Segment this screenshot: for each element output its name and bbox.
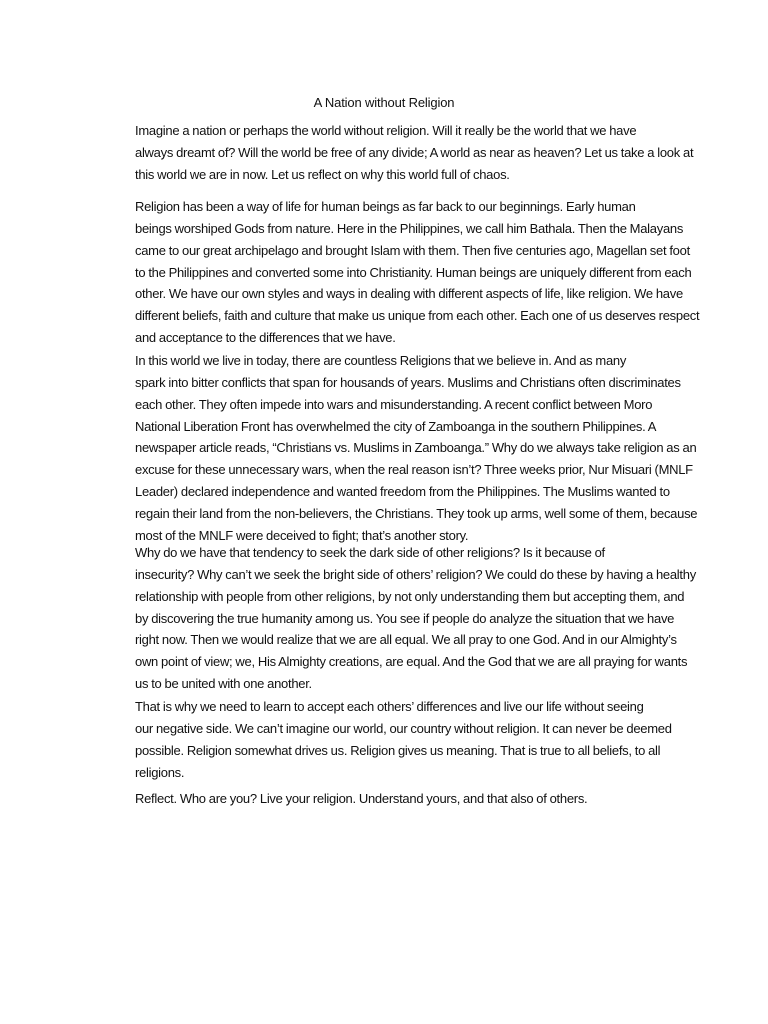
text-line: Why do we have that tendency to seek the dark side of other religions? Is it because of <box>135 545 605 560</box>
text-line: relationship with people from other religions, by not only understanding them but accepting them, and <box>135 588 685 604</box>
paragraph-closing <box>89 788 673 810</box>
text-line: newspaper article reads, “Christians vs. Muslims in Zamboanga.” Why do we always take religion as an <box>135 440 697 456</box>
text-line: possible. Religion somewhat drives us. Religion gives us meaning. That is true to all beliefs, to all <box>135 742 661 758</box>
text-line: us to be united with one another. <box>135 676 312 692</box>
paragraph-tendency <box>89 542 696 695</box>
text-line: each other. They often impede into wars and misunderstanding. A recent conflict between Moro <box>135 396 653 412</box>
text-line: by discovering the true humanity among us. You see if people do analyze the situation that we have <box>135 610 675 626</box>
text-line: excuse for these unnecessary wars, when the real reason isn’t? Three weeks prior, Nur Misuari (MNLF <box>135 462 693 478</box>
text-line: regain their land from the non-believers, the Christians. They took up arms, well some of them, because <box>135 505 698 521</box>
paragraph-conflict <box>89 350 698 547</box>
text-line: In this world we live in today, there are countless Religions that we believe in. And as many <box>135 353 627 368</box>
text-line: to the Philippines and converted some into Christianity. Human beings are uniquely different from each <box>135 264 692 280</box>
text-line: Reflect. Who are you? Live your religion. Understand yours, and that also of others. <box>135 791 588 806</box>
text-line: this world we are in now. Let us reflect on why this world full of chaos. <box>135 166 510 182</box>
paragraph-history <box>89 196 700 349</box>
text-line: always dreamt of? Will the world be free of any divide; A world as near as heaven? Let us take a look at <box>135 144 694 160</box>
text-line: Imagine a nation or perhaps the world without religion. Will it really be the world that we have <box>135 123 637 138</box>
document-title: A Nation without Religion <box>313 95 455 110</box>
text-line: most of the MNLF were deceived to fight; that’s another story. <box>135 527 469 543</box>
text-line: That is why we need to learn to accept each others’ differences and live our life without seeing <box>135 699 644 714</box>
text-line: insecurity? Why can’t we seek the bright side of others’ religion? We could do these by having a healthy <box>135 566 696 582</box>
text-line: Leader) declared independence and wanted freedom from the Philippines. The Muslims wanted to <box>135 484 670 500</box>
text-line: right now. Then we would realize that we are all equal. We all pray to one God. And in our Almighty’s <box>135 632 677 648</box>
text-line: different beliefs, faith and culture that make us unique from each other. Each one of us deserves respect <box>135 308 700 324</box>
text-line: spark into bitter conflicts that span for housands of years. Muslims and Christians often discriminates <box>135 374 681 390</box>
text-line: and acceptance to the differences that we have. <box>135 330 396 346</box>
text-line: other. We have our own styles and ways in dealing with different aspects of life, like religion. We have <box>135 286 683 302</box>
paragraph-intro <box>89 120 694 186</box>
text-line: our negative side. We can’t imagine our world, our country without religion. It can never be deemed <box>135 720 672 736</box>
paragraph-acceptance <box>89 696 673 783</box>
text-line: Religion has been a way of life for human beings as far back to our beginnings. Early human <box>135 199 636 214</box>
text-line: own point of view; we, His Almighty creations, are equal. And the God that we are all praying for wants <box>135 654 688 670</box>
text-line: came to our great archipelago and brought Islam with them. Then five centuries ago, Magellan set foot <box>135 242 690 258</box>
text-line: religions. <box>135 764 185 780</box>
text-line: National Liberation Front has overwhelmed the city of Zamboanga in the southern Philippines. A <box>135 418 657 434</box>
text-line: beings worshiped Gods from nature. Here in the Philippines, we call him Bathala. Then the Malayans <box>135 220 684 236</box>
